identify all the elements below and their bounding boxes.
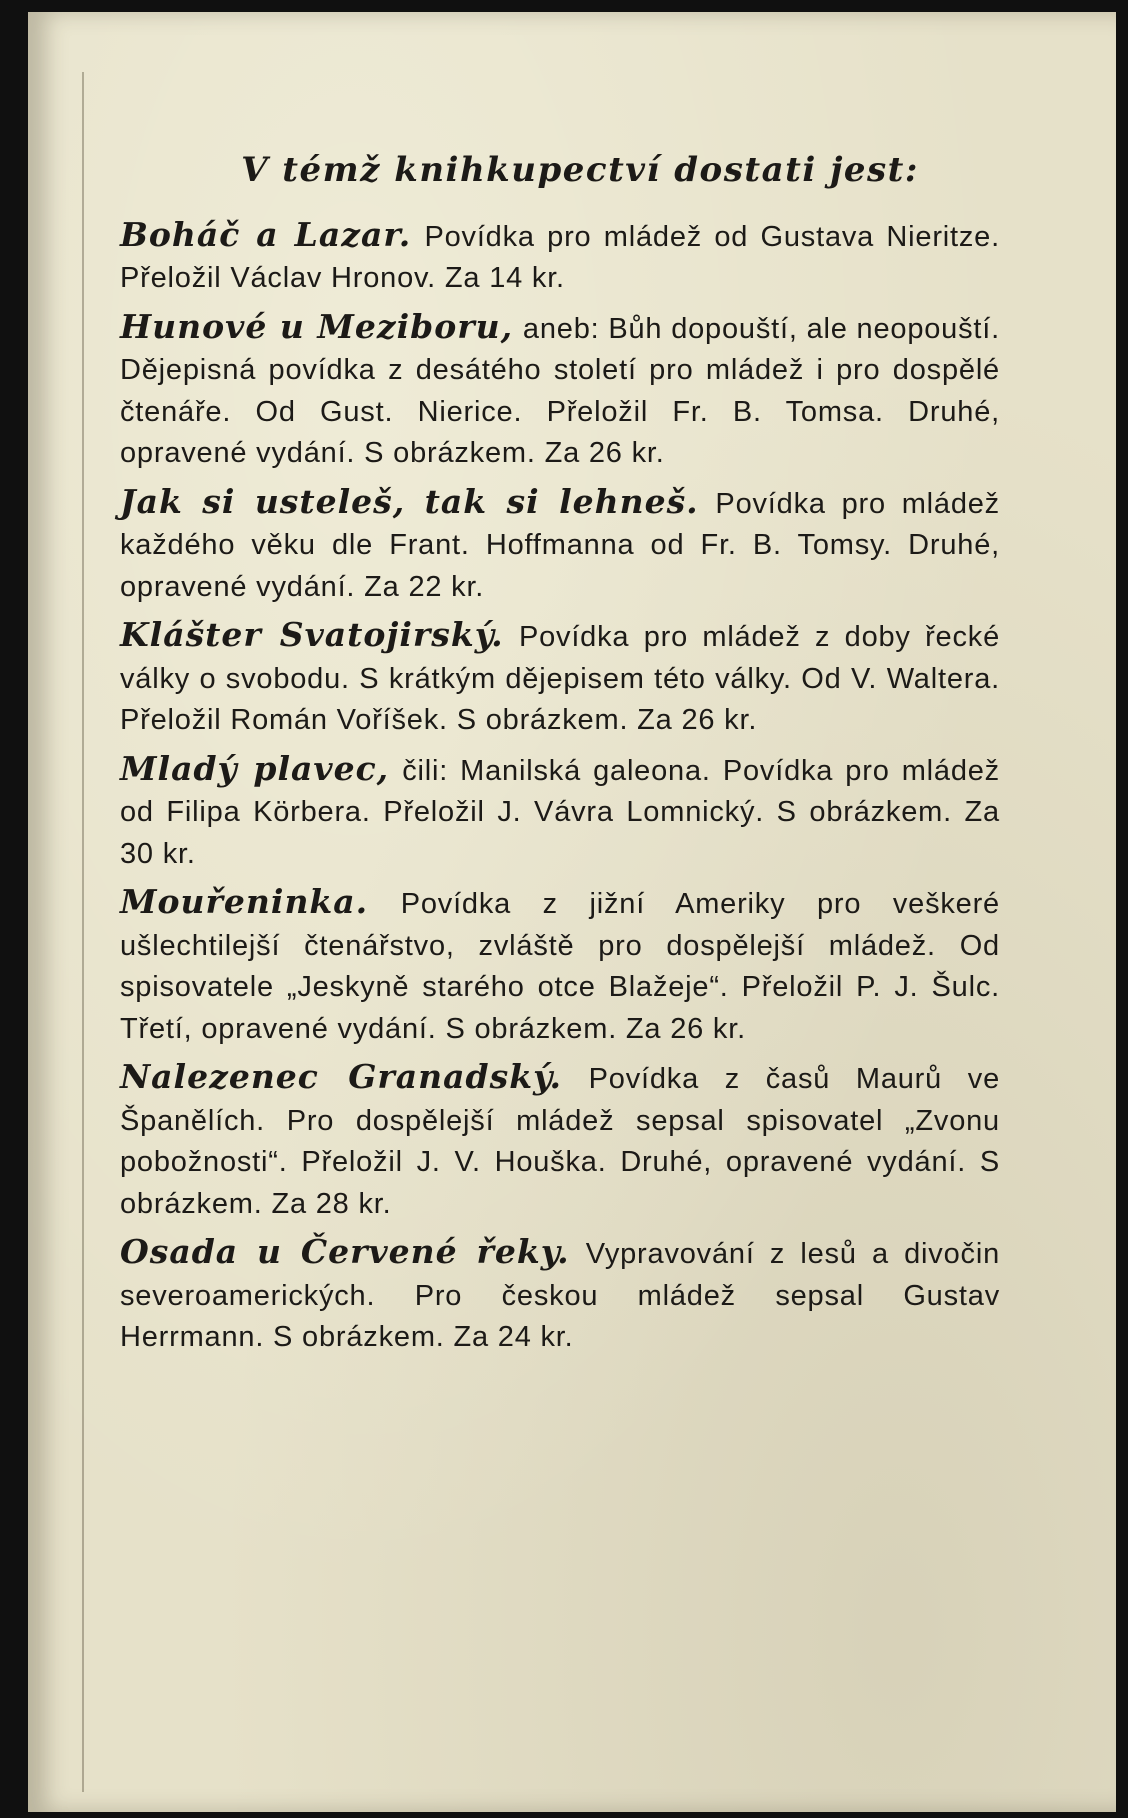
catalog-entry	[120, 1057, 1000, 1224]
book-title: Hunové u Meziboru,	[120, 306, 514, 346]
catalog-entry	[120, 615, 1000, 741]
book-title: Boháč a Lazar.	[120, 214, 412, 254]
page-gutter-line	[82, 72, 84, 1792]
catalog-text-block	[120, 150, 1000, 1366]
page-heading: V témž knihkupectví dostati jest:	[241, 150, 919, 190]
book-title: Mouřeninka.	[120, 882, 369, 921]
book-description: čili: Manilská galeona. Povídka pro mládež od Filipa Körbera. Přeložil J. Vávra Lomnický. S obrázkem. Za 30 kr.	[120, 754, 1000, 870]
book-description: Povídka z jižní Ameriky pro veškeré ušlechtilejší čtenářstvo, zvláště pro dospělejší mládež. Od spisovatele „Jeskyně starého otce Blažeje“. Přeložil P. J. Šulc. Třetí, opravené vydání. S obrázkem. Za 26 kr.	[120, 888, 1000, 1045]
book-description: Povídka pro mládež z doby řecké války o svobodu. S krátkým dějepisem této války. Od V. Waltera. Přeložil Román Voříšek. S obrázkem. Za 26 kr.	[120, 621, 1000, 736]
book-description: Povídka pro mládež každého věku dle Frant. Hoffmanna od Fr. B. Tomsy. Druhé, opravené vydání. Za 22 kr.	[120, 487, 1000, 603]
catalog-entry	[120, 749, 1000, 875]
book-title: Jak si usteleš, tak si lehneš.	[120, 481, 699, 521]
book-description: aneb: Bůh dopouští, ale neopouští. Dějepisná povídka z desátého století pro mládež i pro dospělé čtenáře. Od Gust. Nierice. Přeložil Fr. B. Tomsa. Druhé, opravené vydání. S obrázkem. Za 26 kr.	[120, 312, 1000, 469]
book-description: Povídka z časů Maurů ve Španělích. Pro dospělejší mládež sepsal spisovatel „Zvonu pobožnosti“. Přeložil J. V. Houška. Druhé, opravené vydání. S obrázkem. Za 28 kr.	[120, 1063, 1000, 1220]
book-title: Nalezenec Granadský.	[120, 1057, 562, 1096]
catalog-entry	[120, 1232, 1000, 1358]
catalog-entry	[120, 307, 1000, 474]
book-title: Mladý plavec,	[120, 748, 390, 788]
book-description: Vypravování z lesů a divočin severoamerických. Pro českou mládež sepsal Gustav Herrmann. S obrázkem. Za 24 kr.	[120, 1238, 1000, 1353]
catalog-entry	[120, 482, 1000, 608]
book-description: Povídka pro mládež od Gustava Nieritze. Přeložil Václav Hronov. Za 14 kr.	[120, 220, 1000, 294]
book-title: Osada u Červené řeky.	[120, 1232, 570, 1271]
book-title: Klášter Svatojirský.	[120, 615, 504, 654]
catalog-entry	[120, 215, 1000, 299]
catalog-entry	[120, 882, 1000, 1049]
